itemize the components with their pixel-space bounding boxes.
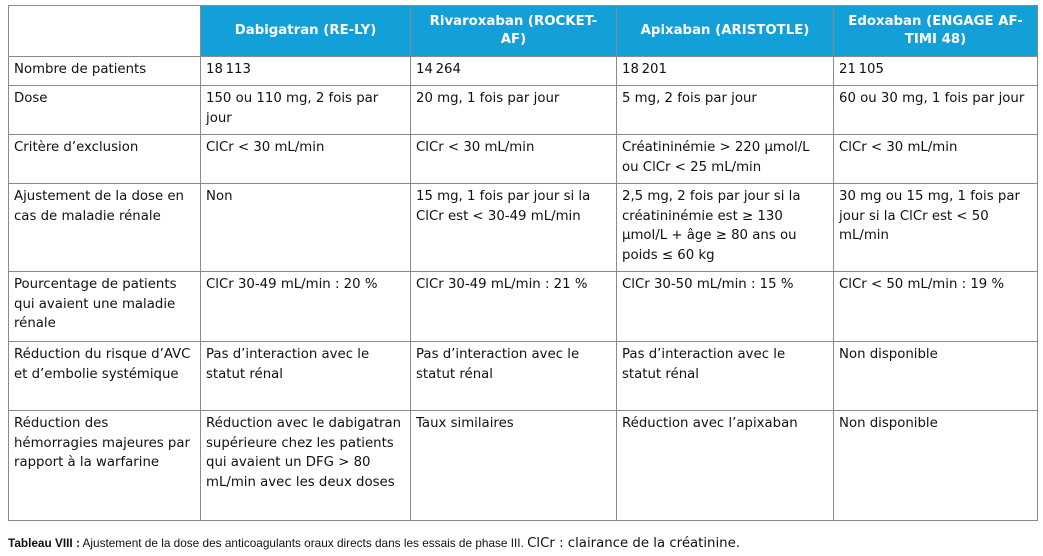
table-row — [9, 57, 1038, 86]
table-cell: 150 ou 110 mg, 2 fois par jour — [201, 86, 411, 135]
row-label: Pourcentage de patients qui avaient une maladie rénale — [9, 272, 201, 342]
row-label: Nombre de patients — [9, 57, 201, 86]
row-label: Réduction du risque d’AVC et d’embolie systémique — [9, 342, 201, 411]
table-cell: ClCr < 30 mL/min — [411, 135, 617, 184]
table-cell: Pas d’interaction avec le statut rénal — [411, 342, 617, 411]
table-row — [9, 135, 1038, 184]
table-cell: ClCr 30-50 mL/min : 15 % — [617, 272, 834, 342]
table-cell: Réduction avec le dabigatran supérieure chez les patients qui avaient un DFG > 80 mL/min avec les deux doses — [201, 411, 411, 521]
table-cell: 60 ou 30 mg, 1 fois par jour — [834, 86, 1038, 135]
table-row — [9, 86, 1038, 135]
header-cell-apixaban: Apixaban (ARISTOTLE) — [617, 6, 834, 57]
table-cell: Taux similaires — [411, 411, 617, 521]
table-caption — [8, 536, 740, 551]
header-cell-edoxaban: Edoxaban (ENGAGE AF-TIMI 48) — [834, 6, 1038, 57]
table-cell: 30 mg ou 15 mg, 1 fois par jour si la ClCr est < 50 mL/min — [834, 184, 1038, 272]
table-cell: ClCr < 50 mL/min : 19 % — [834, 272, 1038, 342]
table-cell: ClCr 30-49 mL/min : 20 % — [201, 272, 411, 342]
table-row — [9, 272, 1038, 342]
table-cell: Non disponible — [834, 342, 1038, 411]
table-cell: ClCr 30-49 mL/min : 21 % — [411, 272, 617, 342]
caption-text-end: ClCr : clairance de la créatinine. — [527, 536, 741, 551]
table-cell: Pas d’interaction avec le statut rénal — [617, 342, 834, 411]
header-cell-dabigatran: Dabigatran (RE-LY) — [201, 6, 411, 57]
header-cell-empty — [9, 6, 201, 57]
table-cell: 14 264 — [411, 57, 617, 86]
table-cell: 18 113 — [201, 57, 411, 86]
table-cell: 18 201 — [617, 57, 834, 86]
table-cell: 15 mg, 1 fois par jour si la ClCr est < 30-49 mL/min — [411, 184, 617, 272]
row-label: Ajustement de la dose en cas de maladie rénale — [9, 184, 201, 272]
comparison-table — [8, 5, 1038, 521]
table-row — [9, 184, 1038, 272]
table-cell: Réduction avec l’apixaban — [617, 411, 834, 521]
row-label: Critère d’exclusion — [9, 135, 201, 184]
table-row — [9, 411, 1038, 521]
row-label: Dose — [9, 86, 201, 135]
header-cell-rivaroxaban: Rivaroxaban (ROCKET-AF) — [411, 6, 617, 57]
table-row — [9, 342, 1038, 411]
table-cell: ClCr < 30 mL/min — [834, 135, 1038, 184]
table-cell: 2,5 mg, 2 fois par jour si la créatininémie est ≥ 130 µmol/L + âge ≥ 80 ans ou poids ≤ 60 kg — [617, 184, 834, 272]
table-cell: ClCr < 30 mL/min — [201, 135, 411, 184]
table-cell: Non — [201, 184, 411, 272]
table-cell: Pas d’interaction avec le statut rénal — [201, 342, 411, 411]
table-cell: 5 mg, 2 fois par jour — [617, 86, 834, 135]
table-header-row — [9, 6, 1038, 57]
caption-label: Tableau VIII : — [8, 536, 80, 550]
table-cell: 20 mg, 1 fois par jour — [411, 86, 617, 135]
row-label: Réduction des hémorragies majeures par rapport à la warfarine — [9, 411, 201, 521]
table-cell: Non disponible — [834, 411, 1038, 521]
caption-text: Ajustement de la dose des anticoagulants oraux directs dans les essais de phase III. — [79, 536, 528, 550]
table-cell: 21 105 — [834, 57, 1038, 86]
table-cell: Créatininémie > 220 µmol/L ou ClCr < 25 mL/min — [617, 135, 834, 184]
